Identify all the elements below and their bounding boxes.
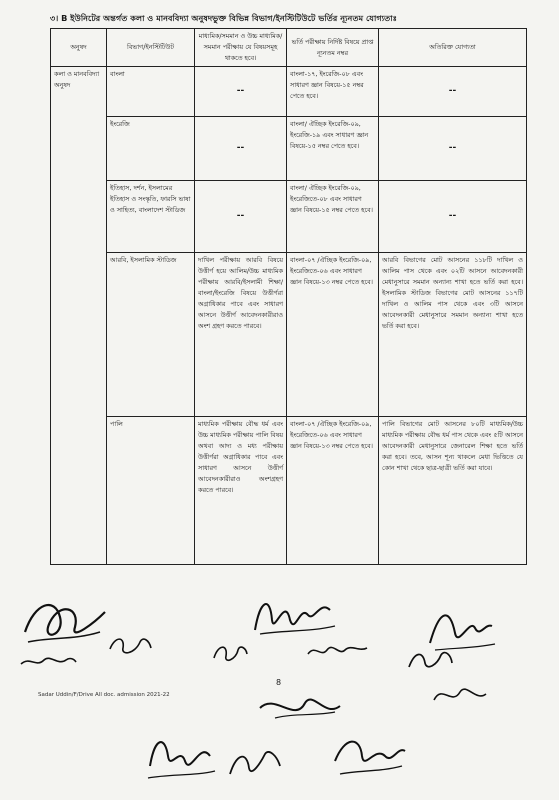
extra-cell: -- xyxy=(379,67,527,117)
signature-13 xyxy=(430,680,490,710)
section-heading: ৩। B ইউনিটের অন্তর্গত কলা ও মানববিদ্যা অনুষদভুক্ত বিভিন্ন বিভাগ/ইনস্টিটিউটে ভর্তির ন্যূনতম যোগ্যতাঃ xyxy=(50,13,398,23)
table-row xyxy=(51,253,527,417)
subjects-cell: -- xyxy=(195,67,287,117)
dept-cell: বাংলা xyxy=(107,67,195,117)
col-header-faculty: অনুষদ xyxy=(51,29,107,67)
subjects-cell: মাধ্যমিক পরীক্ষায় বৌদ্ধ ধর্ম এবং উচ্চ মাধ্যমিক পরীক্ষায় পালি বিষয় অথবা আদ্য ও মধ্য পরীক্ষায় উত্তীর্ণরা অগ্রাধিকার পাবে এবং সাধারণ আসনে উত্তীর্ণ আবেদনকারীরাও অংশগ্রহণ করতে পারবে। xyxy=(195,417,287,565)
table-row xyxy=(51,417,527,565)
dept-cell: ইংরেজি xyxy=(107,117,195,181)
col-header-extra: অতিরিক্ত যোগ্যতা xyxy=(379,29,527,67)
footer-path: Sadar Uddin/F/Drive All doc. admission 2021-22 xyxy=(38,692,170,698)
dept-cell: পালি xyxy=(107,417,195,565)
page-number: 8 xyxy=(276,678,282,687)
subjects-cell: -- xyxy=(195,181,287,253)
signature-8 xyxy=(405,645,455,675)
signature-10 xyxy=(140,726,220,786)
signature-5 xyxy=(210,640,250,666)
dept-cell: ইতিহাস, দর্শন, ইসলামের ইতিহাস ও সংস্কৃতি, ফারসি ভাষা ও সাহিত্য, বাংলাদেশ স্টাডিজ xyxy=(107,181,195,253)
signature-11 xyxy=(225,744,285,784)
dept-cell: আরবি, ইসলামিক স্টাডিজ xyxy=(107,253,195,417)
faculty-cell: কলা ও মানববিদ্যা অনুষদ xyxy=(51,67,107,565)
signature-3 xyxy=(18,650,78,672)
col-header-subjects: মাধ্যমিক/সমমান ও উচ্চ মাধ্যমিক/সমমান পরীক্ষায় যে বিষয়সমূহ থাকতে হবে। xyxy=(195,29,287,67)
signature-12 xyxy=(330,726,410,786)
extra-cell: পালি বিভাগের মোট আসনের ৮০টি মাধ্যমিক/উচ্চ মাধ্যমিক পরীক্ষায় বৌদ্ধ ধর্ম পাস থেকে এবং ৫টি আসনে আবেদনকারী মেধানুসারে জেনারেল শিক্ষা হতে ভর্তি করা হবে। তবে, আসন শূন্য থাকলে মেধা ভিত্তিতে যে কোন শাখা থেকে ছাত্র-ছাত্রী ভর্তি করা যাবে। xyxy=(379,417,527,565)
extra-cell: -- xyxy=(379,117,527,181)
marks-cell: বাংলা-০৭ /ঐচ্ছিক ইংরেজি-০৯, ইংরেজিতে-০৬ এবং সাধারণ জ্ঞান বিষয়ে-১৩ নম্বর পেতে হবে। xyxy=(287,417,379,565)
signature-9 xyxy=(255,688,345,728)
table-row xyxy=(51,117,527,181)
signature-2 xyxy=(105,634,155,658)
col-header-department: বিভাগ/ইনস্টিটিউট xyxy=(107,29,195,67)
marks-cell: বাংলা/ ঐচ্ছিক ইংরেজি-০৯, ইংরেজিতে-০৮ এবং সাধারণ জ্ঞান বিষয়ে-১৫ নম্বর পেতে হবে। xyxy=(287,181,379,253)
subjects-cell: -- xyxy=(195,117,287,181)
marks-cell: বাংলা-১৭, ইংরেজি-০৮ এবং সাধারণ জ্ঞান বিষয়ে-১৫ নম্বর পেতে হবে। xyxy=(287,67,379,117)
signature-6 xyxy=(305,640,370,662)
extra-cell: আরবি বিভাগের মোট আসনের ১১৮টি দাখিল ও আলিম পাস থেকে এবং ০২টি আসনে আবেদনকারী মেধানুসারে সমমান অন্যান্য শাখা হতে ভর্তি করা হবে। ইসলামিক স্টাডিজ বিভাগের মোট আসনের ১১৭টি দাখিল ও আলিম পাস থেকে এবং ৩টি আসনে আবেদনকারী মেধানুসারে সমমান অন্যান্য শাখা হতে ভর্তি করা হবে। xyxy=(379,253,527,417)
eligibility-table xyxy=(50,28,527,565)
col-header-min-marks: ভর্তি পরীক্ষায় নির্দিষ্ট বিষয়ে প্রাপ্ত ন্যূনতম নম্বর xyxy=(287,29,379,67)
table-row xyxy=(51,181,527,253)
subjects-cell: দাখিল পরীক্ষায় আরবি বিষয়ে উত্তীর্ণ হয়ে আলিম/উচ্চ মাধ্যমিক পরীক্ষায় আরবি/ইসলামী শিক্ষা/বাংলা/ইংরেজি বিষয়ে উত্তীর্ণরা অগ্রাধিকার পাবে এবং সাধারণ আসনে উত্তীর্ণ আবেদনকারীরাও অংশ গ্রহণ করতে পারবে। xyxy=(195,253,287,417)
signature-1 xyxy=(20,592,110,652)
marks-cell: বাংলা/ ঐচ্ছিক ইংরেজি-০৯, ইংরেজি-১৯ এবং সাধারণ জ্ঞান বিষয়ে-১৫ নম্বর পেতে হবে। xyxy=(287,117,379,181)
marks-cell: বাংলা-০৭ /ঐচ্ছিক ইংরেজি-০৯, ইংরেজিতে-০৬ এবং সাধারণ জ্ঞান বিষয়ে-১৩ নম্বর পেতে হবে। xyxy=(287,253,379,417)
table-row xyxy=(51,67,527,117)
table-header-row xyxy=(51,29,527,67)
signature-4 xyxy=(250,590,340,640)
extra-cell: -- xyxy=(379,181,527,253)
